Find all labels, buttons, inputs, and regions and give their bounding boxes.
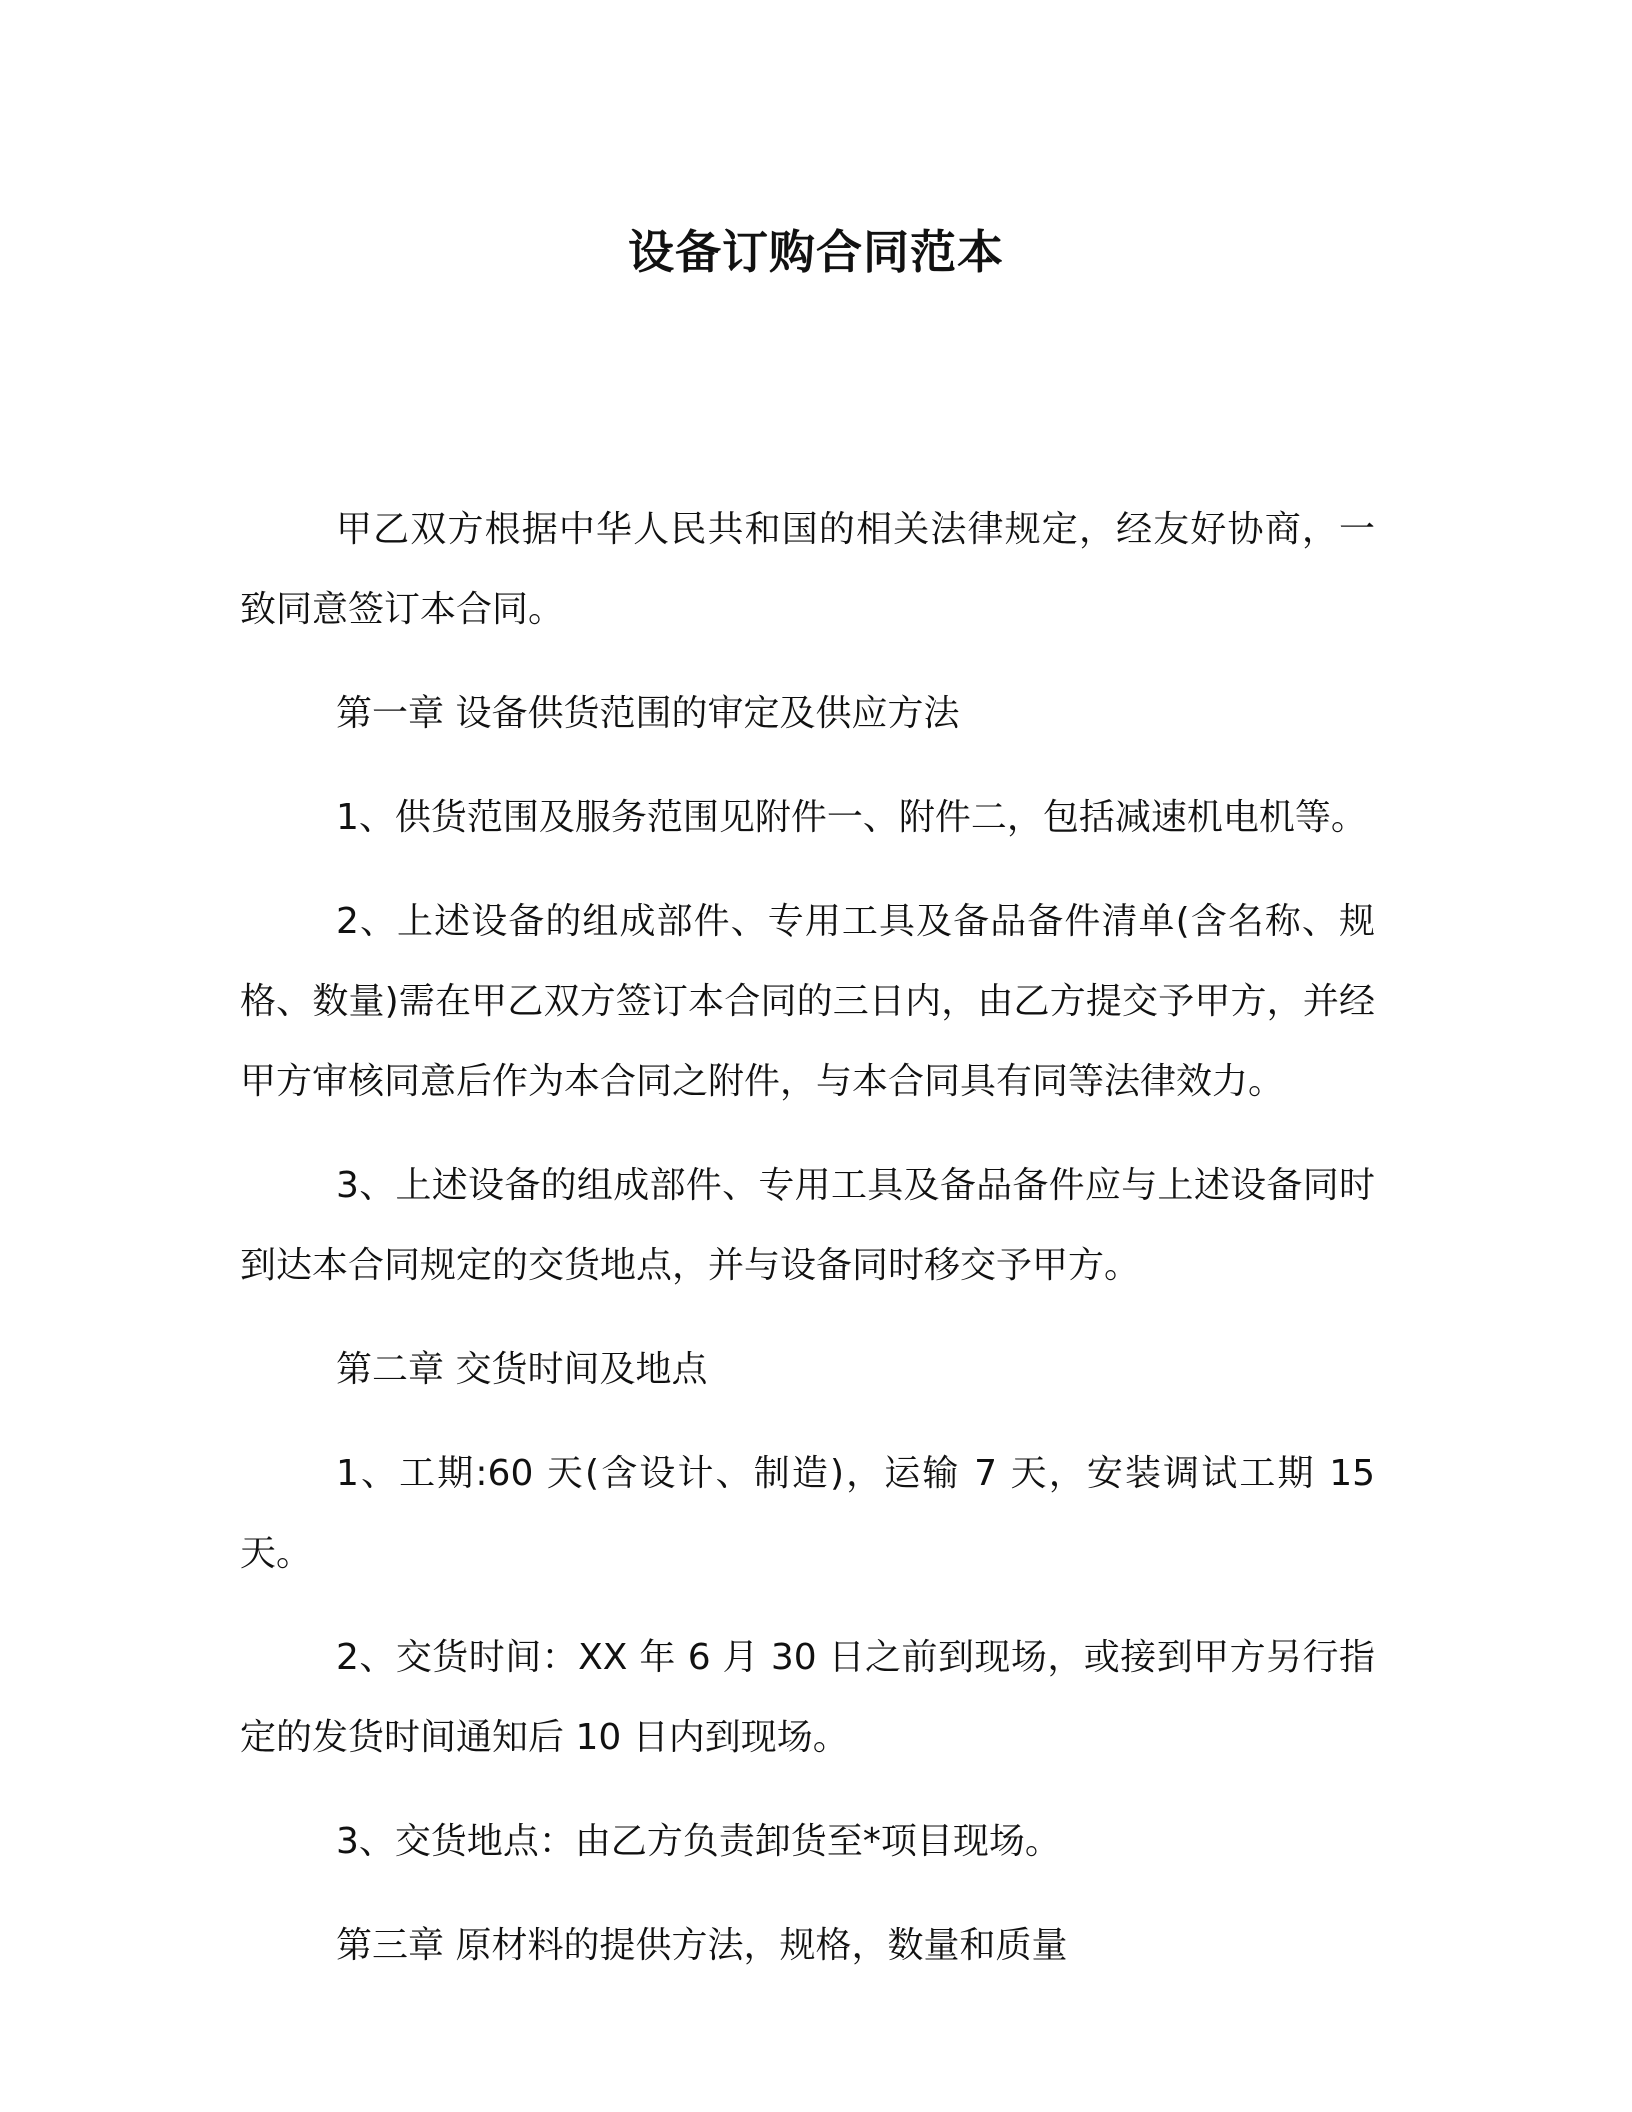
document-title: 设备订购合同范本: [628, 225, 1004, 279]
chapter-1-clause-3: 3、上述设备的组成部件、专用工具及备品备件应与上述设备同时到达本合同规定的交货地点，并与设备同时移交予甲方。: [240, 1165, 1375, 1286]
chapter-2-clause-3: 3、交货地点：由乙方负责卸货至*项目现场。: [336, 1821, 1061, 1862]
chapter-2-clause-1: 1、工期:60 天(含设计、制造)，运输 7 天，安装调试工期 15 天。: [240, 1453, 1375, 1574]
chapter-1-heading: 第一章 设备供货范围的审定及供应方法: [336, 693, 960, 734]
chapter-2-clause-2: 2、交货时间：XX 年 6 月 30 日之前到现场，或接到甲方另行指定的发货时间通知后 10 日内到现场。: [240, 1637, 1375, 1758]
document-body: [240, 490, 1375, 2010]
preamble-paragraph: 甲乙双方根据中华人民共和国的相关法律规定，经友好协商，一致同意签订本合同。: [240, 509, 1375, 630]
chapter-1-clause-2: 2、上述设备的组成部件、专用工具及备品备件清单(含名称、规格、数量)需在甲乙双方签订本合同的三日内，由乙方提交予甲方，并经甲方审核同意后作为本合同之附件，与本合同具有同等法律效力。: [240, 901, 1375, 1102]
chapter-3-heading: 第三章 原材料的提供方法，规格，数量和质量: [336, 1925, 1068, 1966]
chapter-1-clause-1: 1、供货范围及服务范围见附件一、附件二，包括减速机电机等。: [336, 797, 1367, 838]
chapter-2-heading: 第二章 交货时间及地点: [336, 1349, 708, 1390]
